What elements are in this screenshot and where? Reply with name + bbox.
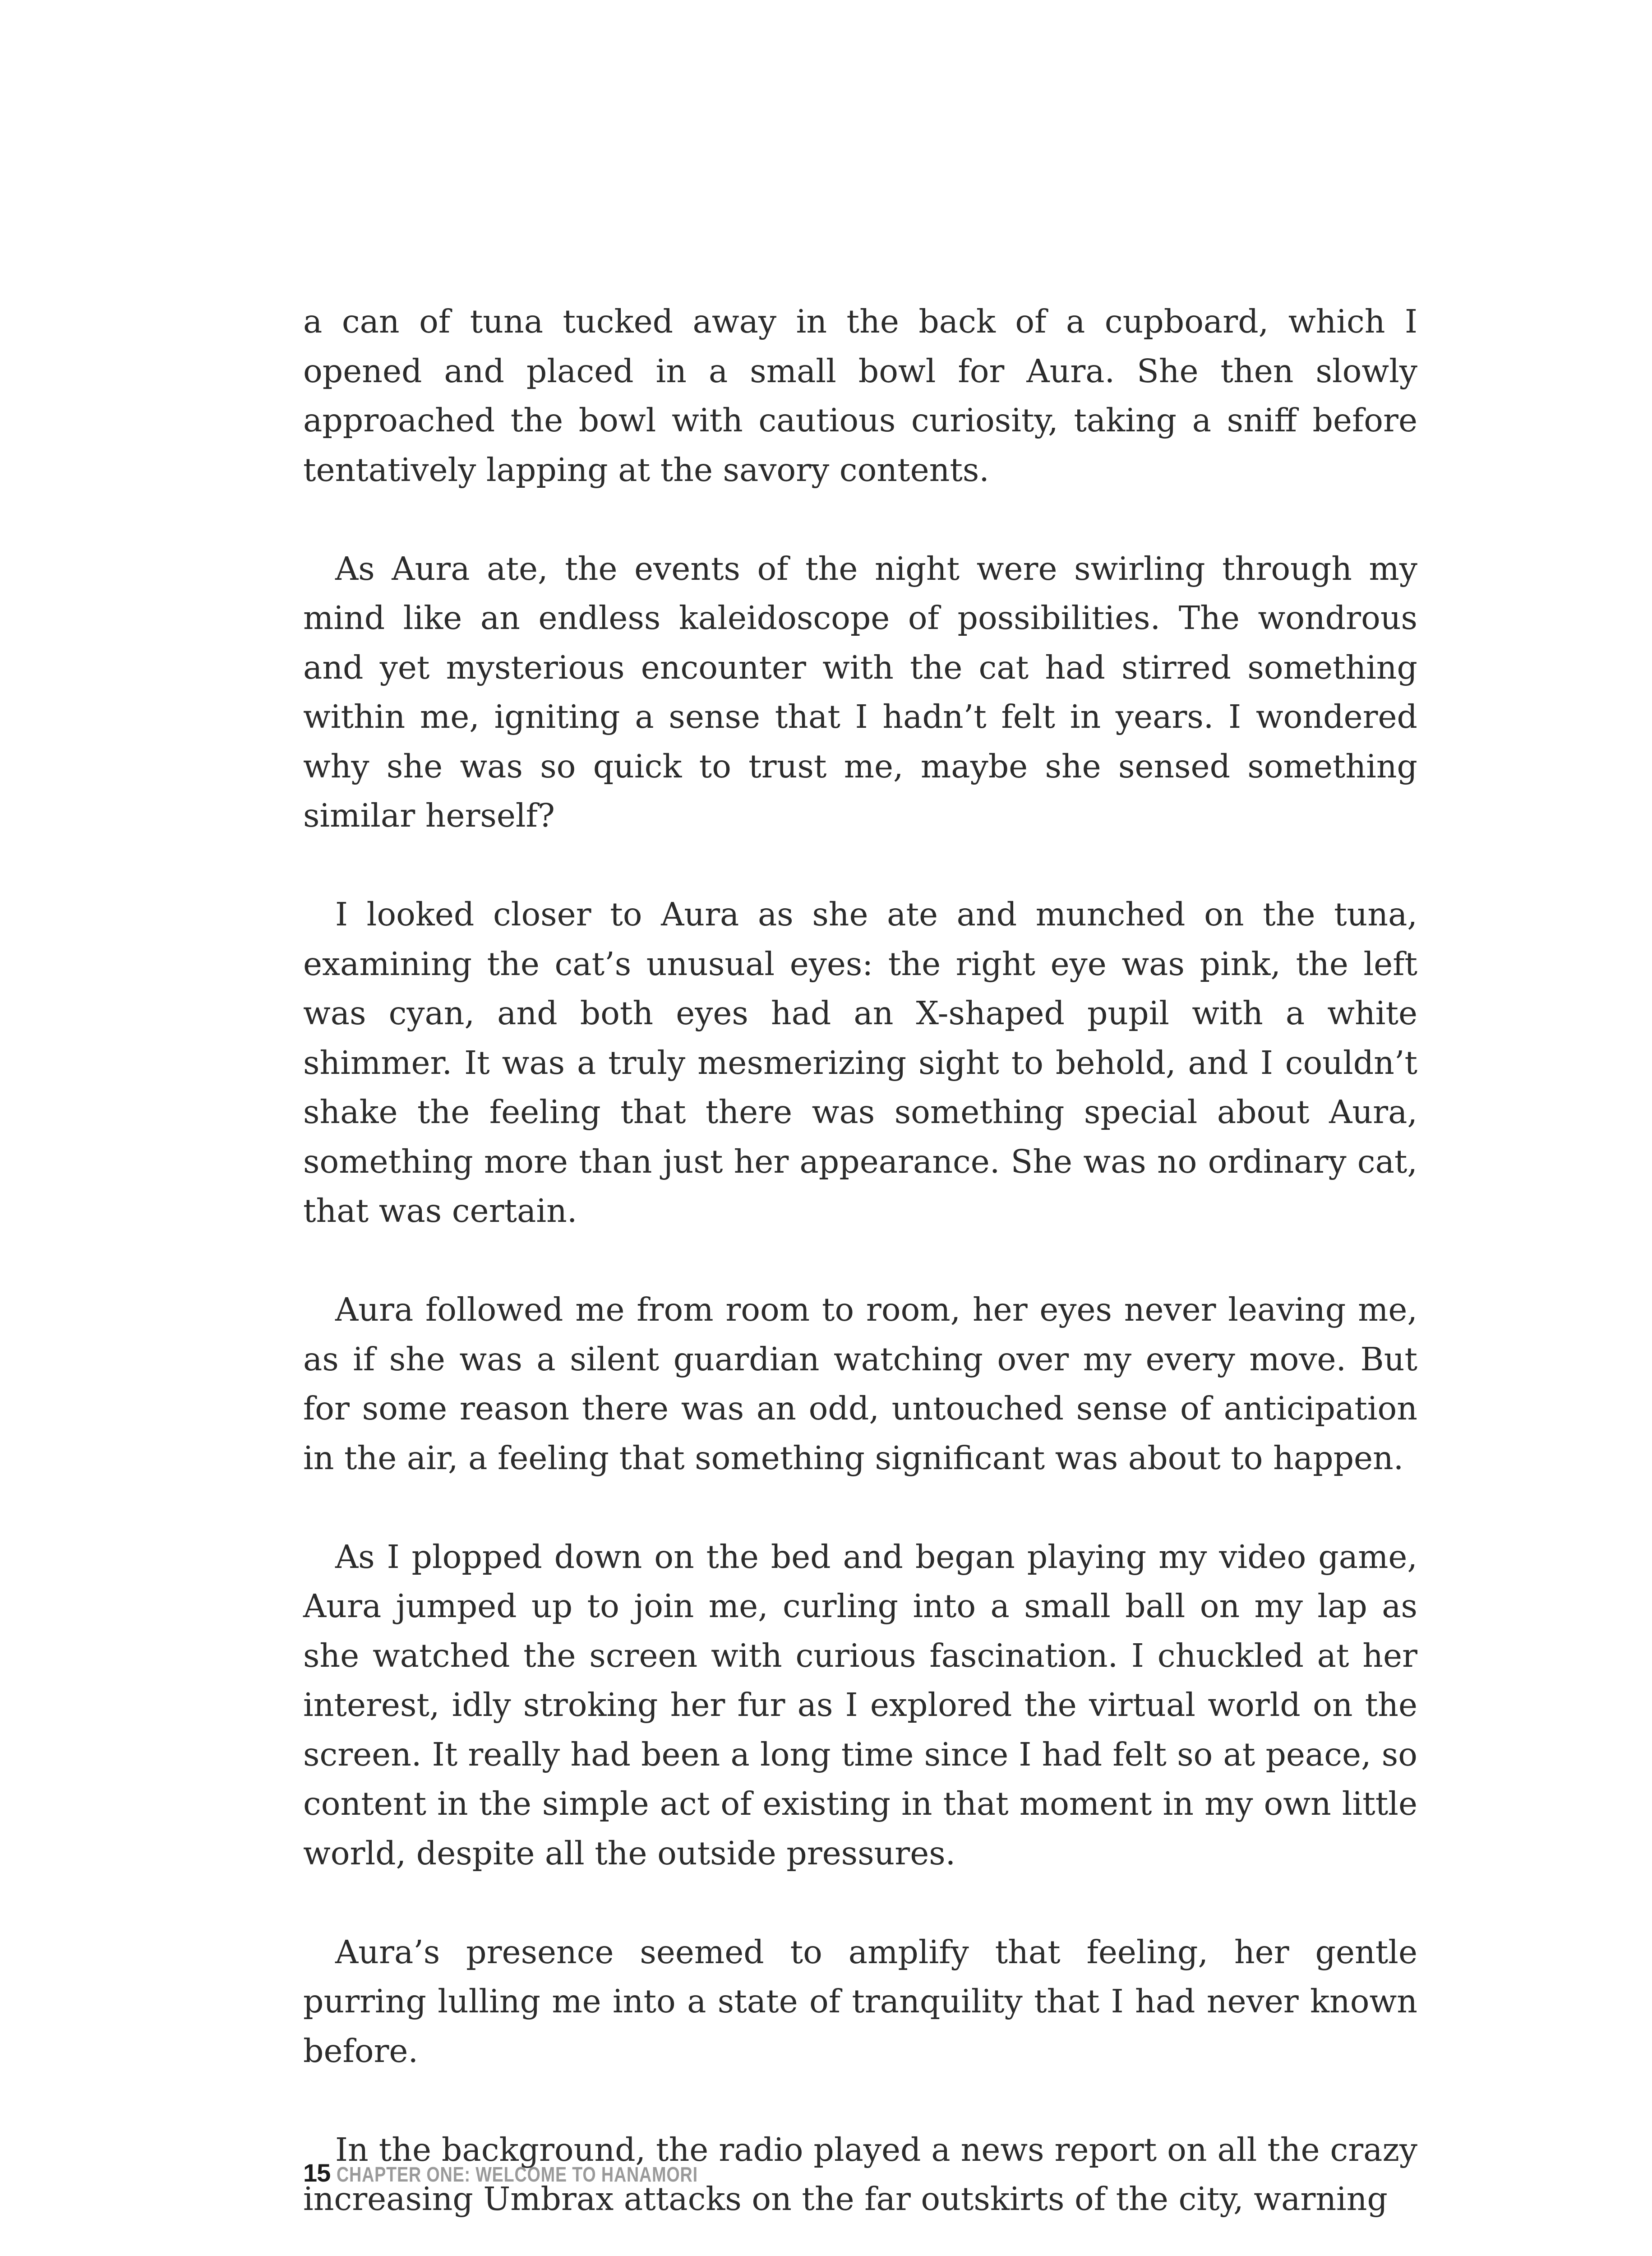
paragraph-4: Aura followed me from room to room, her eyes never leaving me, as if she was a silent guardian watching over my every move. But for some reason there was an odd, untouched sense of anticipation in the air, a feeling that something significant was about to happen. (303, 1291, 1417, 1477)
paragraph-5: As I plopped down on the bed and began playing my video game, Aura jumped up to join me, curling into a small ball on my lap as she watched the screen with curious fascination. I chuckled at her interest, idly stroking her fur as I explored the virtual world on the screen. It really had been a long time since I had felt so at peace, so content in the simple act of existing in that moment in my own little world, despite all the outside pressures. (303, 1538, 1417, 1872)
page-number: 15 (303, 2159, 331, 2187)
paragraph-1: a can of tuna tucked away in the back of a cupboard, which I opened and placed in a small bowl for Aura. She then slowly approached the bowl with cautious curiosity, taking a sniff before tentatively lapping at the savory contents. (303, 303, 1417, 489)
paragraph-3: I looked closer to Aura as she ate and munched on the tuna, examining the cat’s unusual eyes: the right eye was pink, the left was cyan, and both eyes had an X-shaped pupil with a white shimmer. It was a truly mesmerizing sight to behold, and I couldn’t shake the feeling that there was something special about Aura, something more than just her appearance. She was no ordinary cat, that was certain. (303, 896, 1417, 1230)
paragraph-6: Aura’s presence seemed to amplify that feeling, her gentle purring lulling me into a state of tranquility that I had never known before. (303, 1933, 1417, 2070)
running-head: CHAPTER ONE: WELCOME TO HANAMORI (337, 2163, 698, 2186)
paragraph-7: In the background, the radio played a news report on all the crazy increasing Umbrax attacks on the far outskirts of the city, warning (303, 2131, 1417, 2218)
page-footer (303, 2159, 777, 2188)
body-text (303, 297, 1417, 2224)
paragraph-2: As Aura ate, the events of the night were swirling through my mind like an endless kaleidoscope of possibilities. The wondrous and yet mysterious encounter with the cat had stirred something within me, igniting a sense that I hadn’t felt in years. I wondered why she was so quick to trust me, maybe she sensed something similar herself? (303, 550, 1417, 834)
